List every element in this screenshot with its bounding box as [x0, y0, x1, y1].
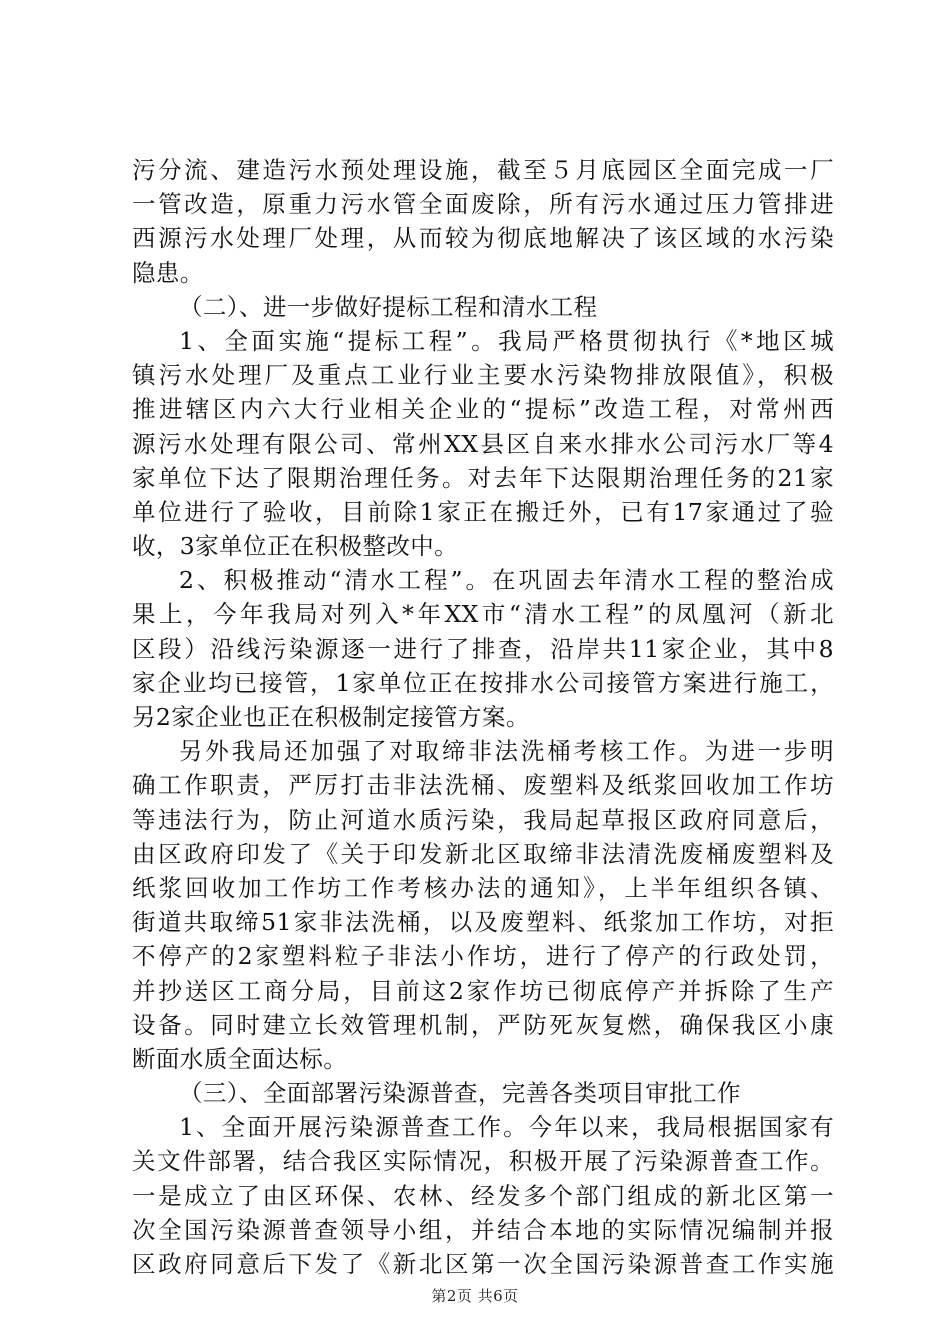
text-line: 并抄送区工商分局，目前这2家作坊已彻底停产并拆除了生产 [132, 976, 834, 1005]
text-line: 收，3家单位正在积极整改中。 [132, 532, 459, 561]
text-line: 设备。同时建立长效管理机制，严防死灰复燃，确保我区小康 [132, 1010, 834, 1039]
text-line: 另外我局还加强了对取缔非法洗桶考核工作。为进一步明 [179, 737, 834, 766]
text-line: 果上，今年我局对列入*年XX市“清水工程”的凤凰河（新北 [132, 600, 834, 629]
document-body [132, 153, 834, 1281]
text-line: 一是成立了由区环保、农林、经发多个部门组成的新北区第一 [132, 1181, 834, 1210]
text-line: （三）、全面部署污染源普查，完善各类项目审批工作 [179, 1079, 741, 1108]
page-footer: 第2页 共6页 [431, 1287, 519, 1305]
text-line: 确工作职责，严厉打击非法洗桶、废塑料及纸浆回收加工作坊 [132, 771, 834, 800]
text-line: 不停产的2家塑料粒子非法小作坊，进行了停产的行政处罚， [132, 942, 834, 971]
text-line: 镇污水处理厂及重点工业行业主要水污染物排放限值》，积极 [132, 361, 834, 390]
text-line: 区政府同意后下发了《新北区第一次全国污染源普查工作实施 [132, 1250, 834, 1278]
text-line: 等违法行为，防止河道水质污染，我局起草报区政府同意后， [132, 805, 834, 834]
text-line: 推进辖区内六大行业相关企业的“提标”改造工程，对常州西 [132, 395, 834, 424]
text-line: 关文件部署，结合我区实际情况，积极开展了污染源普查工作。 [132, 1147, 834, 1176]
text-line: 次全国污染源普查领导小组，并结合本地的实际情况编制并报 [132, 1215, 834, 1244]
text-line: 纸浆回收加工作坊工作考核办法的通知》，上半年组织各镇、 [132, 873, 834, 902]
text-line: 西源污水处理厂处理，从而较为彻底地解决了该区域的水污染 [132, 224, 834, 253]
text-line: （二）、进一步做好提标工程和清水工程 [179, 292, 598, 321]
text-line: 单位进行了验收，目前除1家正在搬迁外，已有17家通过了验 [132, 497, 834, 526]
text-line: 源污水处理有限公司、常州XX县区自来水排水公司污水厂等4 [132, 429, 834, 458]
text-line: 隐患。 [132, 258, 204, 287]
text-line: 一管改造，原重力污水管全面废除，所有污水通过压力管排进 [132, 190, 834, 219]
text-line: 2、积极推动“清水工程”。在巩固去年清水工程的整治成 [179, 566, 834, 595]
text-line: 污分流、建造污水预处理设施，截至５月底园区全面完成一厂 [132, 156, 834, 184]
text-line: 家企业均已接管，1家单位正在按排水公司接管方案进行施工， [132, 668, 834, 697]
text-line: 1、全面实施“提标工程”。我局严格贯彻执行《*地区城 [179, 326, 834, 355]
text-line: 区段）沿线污染源逐一进行了排查，沿岸共11家企业，其中8 [132, 634, 834, 663]
text-line: 由区政府印发了《关于印发新北区取缔非法清洗废桶废塑料及 [132, 839, 834, 868]
text-line: 街道共取缔51家非法洗桶，以及废塑料、纸浆加工作坊，对拒 [132, 908, 834, 937]
text-line: 另2家企业也正在积极制定接管方案。 [132, 703, 530, 731]
text-line: 家单位下达了限期治理任务。对去年下达限期治理任务的21家 [132, 463, 834, 492]
text-line: 1、全面开展污染源普查工作。今年以来，我局根据国家有 [179, 1113, 834, 1142]
text-line: 断面水质全面达标。 [132, 1044, 348, 1073]
